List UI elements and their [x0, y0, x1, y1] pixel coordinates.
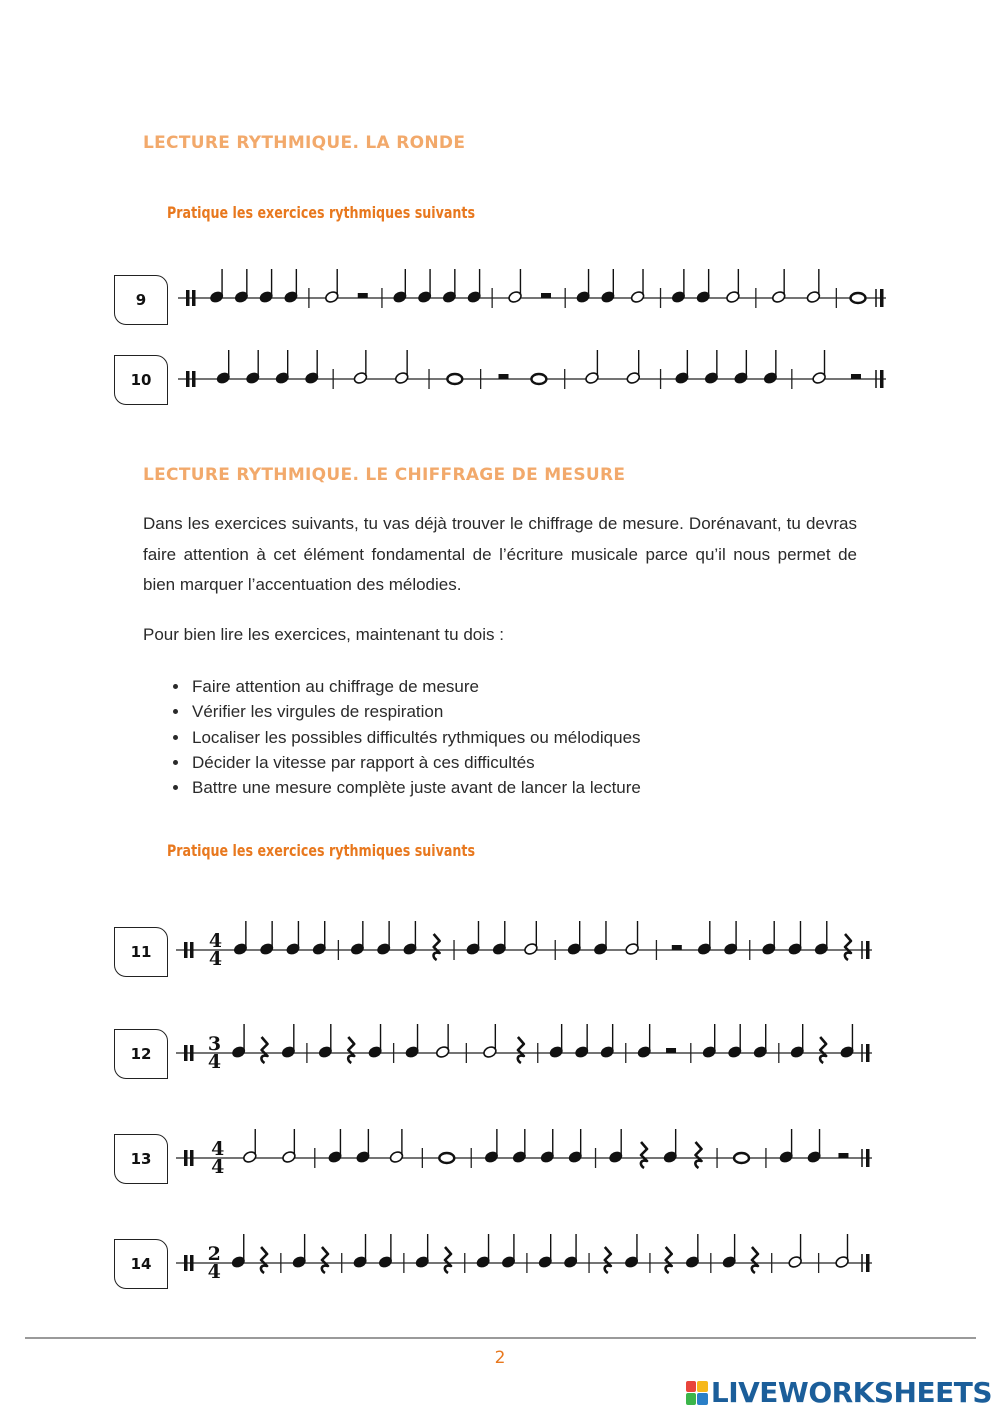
exercise-number: 12: [130, 1045, 152, 1063]
whole-note: [734, 1153, 749, 1163]
instructions-intro: Pour bien lire les exercices, maintenant tu dois :: [143, 625, 504, 644]
quarter-rest: [348, 1037, 354, 1063]
practice-subheading-1: Pratique les exercices rythmiques suivants: [167, 203, 476, 222]
final-barline: [880, 289, 884, 307]
repeat-bar: [184, 1045, 188, 1061]
time-signature-bottom: 4: [207, 1051, 222, 1073]
rhythm-staff: [0, 1125, 1000, 1195]
repeat-bar: [184, 1150, 188, 1166]
half-rest: [541, 293, 551, 298]
section-title-chiffrage: LECTURE RYTHMIQUE. LE CHIFFRAGE DE MESURE: [143, 465, 626, 485]
page-number: 2: [494, 1348, 506, 1368]
time-signature-top: 3: [207, 1033, 222, 1055]
quarter-rest: [641, 1142, 647, 1168]
quarter-rest: [434, 934, 440, 960]
practice-subheading-2: Pratique les exercices rythmiques suivants: [167, 841, 476, 860]
footer-divider: [25, 1337, 976, 1339]
section-title-la-ronde: LECTURE RYTHMIQUE. LA RONDE: [143, 133, 466, 153]
instructions-list: [168, 674, 641, 800]
repeat-bar: [192, 290, 196, 306]
intro-paragraph: Dans les exercices suivants, tu vas déjà trouver le chiffrage de mesure. Dorénavant, tu devras faire attention à cet élément fondamental de l’écriture musicale parce qu’il nous permet de bien marquer l’accentuation des mélodies.: [143, 514, 857, 594]
half-rest: [358, 293, 368, 298]
time-signature-bottom: 4: [208, 948, 223, 970]
final-barline: [866, 941, 870, 959]
quarter-rest: [605, 1247, 611, 1273]
liveworksheets-logo: [686, 1376, 992, 1409]
repeat-bar: [192, 371, 196, 387]
quarter-rest: [752, 1247, 758, 1273]
half-rest: [838, 1153, 848, 1158]
final-barline: [866, 1254, 870, 1272]
time-signature-bottom: 4: [211, 1156, 225, 1178]
quarter-rest: [820, 1037, 826, 1063]
repeat-bar: [186, 371, 190, 387]
list-item: • Faire attention au chiffrage de mesure: [190, 674, 641, 699]
liveworksheets-icon: [686, 1381, 708, 1405]
final-barline: [880, 370, 884, 388]
list-item: • Vérifier les virgules de respiration: [190, 699, 641, 724]
quarter-rest: [666, 1247, 672, 1273]
quarter-rest: [518, 1037, 524, 1063]
rhythm-staff: [0, 1020, 1000, 1090]
exercise-number: 10: [130, 371, 152, 389]
quarter-rest: [695, 1142, 701, 1168]
quarter-rest: [261, 1037, 267, 1063]
repeat-bar: [190, 942, 194, 958]
half-rest: [672, 945, 682, 950]
brand-name: LIVEWORKSHEETS: [710, 1376, 992, 1409]
half-rest: [851, 374, 861, 379]
time-signature-bottom: 4: [207, 1261, 221, 1283]
whole-note: [447, 374, 462, 384]
repeat-bar: [190, 1045, 194, 1061]
final-barline: [866, 1044, 870, 1062]
rhythm-staff: [0, 346, 1000, 416]
repeat-bar: [190, 1255, 194, 1271]
whole-note: [439, 1153, 454, 1163]
repeat-bar: [184, 1255, 188, 1271]
half-rest: [666, 1048, 676, 1053]
half-rest: [499, 374, 509, 379]
rhythm-staff: [0, 1230, 1000, 1300]
repeat-bar: [190, 1150, 194, 1166]
rhythm-staff: [0, 265, 1000, 335]
quarter-rest: [845, 934, 851, 960]
time-signature-top: 4: [211, 1138, 225, 1160]
time-signature-top: 4: [208, 930, 223, 952]
quarter-rest: [261, 1247, 267, 1273]
whole-note: [851, 293, 866, 303]
repeat-bar: [186, 290, 190, 306]
list-item: • Localiser les possibles difficultés rythmiques ou mélodiques: [190, 725, 641, 750]
exercise-number: 11: [130, 943, 152, 961]
list-item: • Battre une mesure complète juste avant de lancer la lecture: [190, 775, 641, 800]
exercise-number: 9: [135, 291, 147, 309]
rhythm-staff: [0, 917, 1000, 987]
time-signature-top: 2: [207, 1243, 221, 1265]
exercise-number: 13: [130, 1150, 152, 1168]
whole-note: [531, 374, 546, 384]
exercise-number: 14: [130, 1255, 152, 1273]
list-item: • Décider la vitesse par rapport à ces difficultés: [190, 750, 641, 775]
repeat-bar: [184, 942, 188, 958]
quarter-rest: [445, 1247, 451, 1273]
final-barline: [866, 1149, 870, 1167]
quarter-rest: [322, 1247, 328, 1273]
